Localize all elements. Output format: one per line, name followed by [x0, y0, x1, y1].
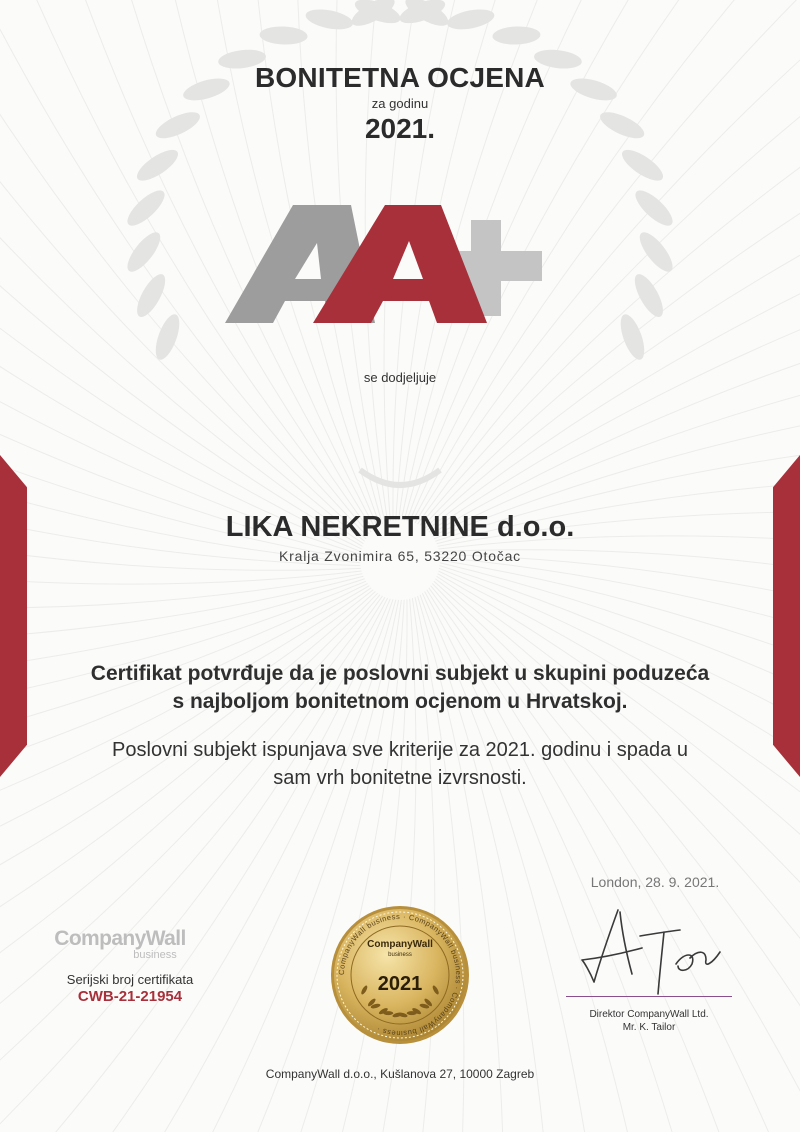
seal-brand: CompanyWall — [367, 939, 433, 950]
certificate-statement — [0, 660, 800, 716]
gold-seal — [330, 905, 470, 1045]
year-caption: za godinu — [371, 96, 429, 111]
signature-line — [566, 996, 732, 997]
director-name: Mr. K. Tailor — [622, 1022, 676, 1033]
awarded-text: se dodjeljuje — [363, 370, 437, 385]
companywall-logo — [40, 928, 200, 960]
serial-label: Serijski broj certifikata — [66, 972, 194, 987]
seal-sub: business — [388, 952, 412, 958]
director-block — [566, 1008, 732, 1034]
serial-number: CWB-21-21954 — [77, 988, 183, 1005]
criteria-line-1: Poslovni subjekt ispunjava sve kriterije za 2021. godinu i spada u — [112, 739, 688, 761]
seal-year: 2021 — [377, 973, 423, 995]
director-title: Direktor CompanyWall Ltd. — [589, 1009, 709, 1020]
criteria-line-2: sam vrh bonitetne izvrsnosti. — [273, 767, 527, 789]
rating-logo-aa-plus — [225, 205, 550, 330]
company-name: LIKA NEKRETNINE d.o.o. — [225, 511, 575, 543]
certificate-year: 2021. — [364, 113, 436, 144]
statement-line-1: Certifikat potvrđuje da je poslovni subjekt u skupini poduzeća — [90, 662, 710, 685]
seal-ring-text: CompanyWall business · CompanyWall business · CompanyWall business · — [336, 911, 464, 1039]
footer-address: CompanyWall d.o.o., Kušlanova 27, 10000 Zagreb — [265, 1067, 535, 1081]
statement-line-2: s najboljom bonitetnom ocjenom u Hrvatskoj. — [172, 690, 628, 713]
place-date: London, 28. 9. 2021. — [590, 874, 720, 890]
director-signature — [580, 902, 730, 997]
company-address: Kralja Zvonimira 65, 53220 Otočac — [279, 548, 521, 564]
logo-brand: CompanyWall — [54, 927, 186, 950]
criteria-text — [0, 736, 800, 792]
logo-sub: business — [133, 949, 177, 961]
certificate-title: BONITETNA OCJENA — [255, 62, 545, 93]
